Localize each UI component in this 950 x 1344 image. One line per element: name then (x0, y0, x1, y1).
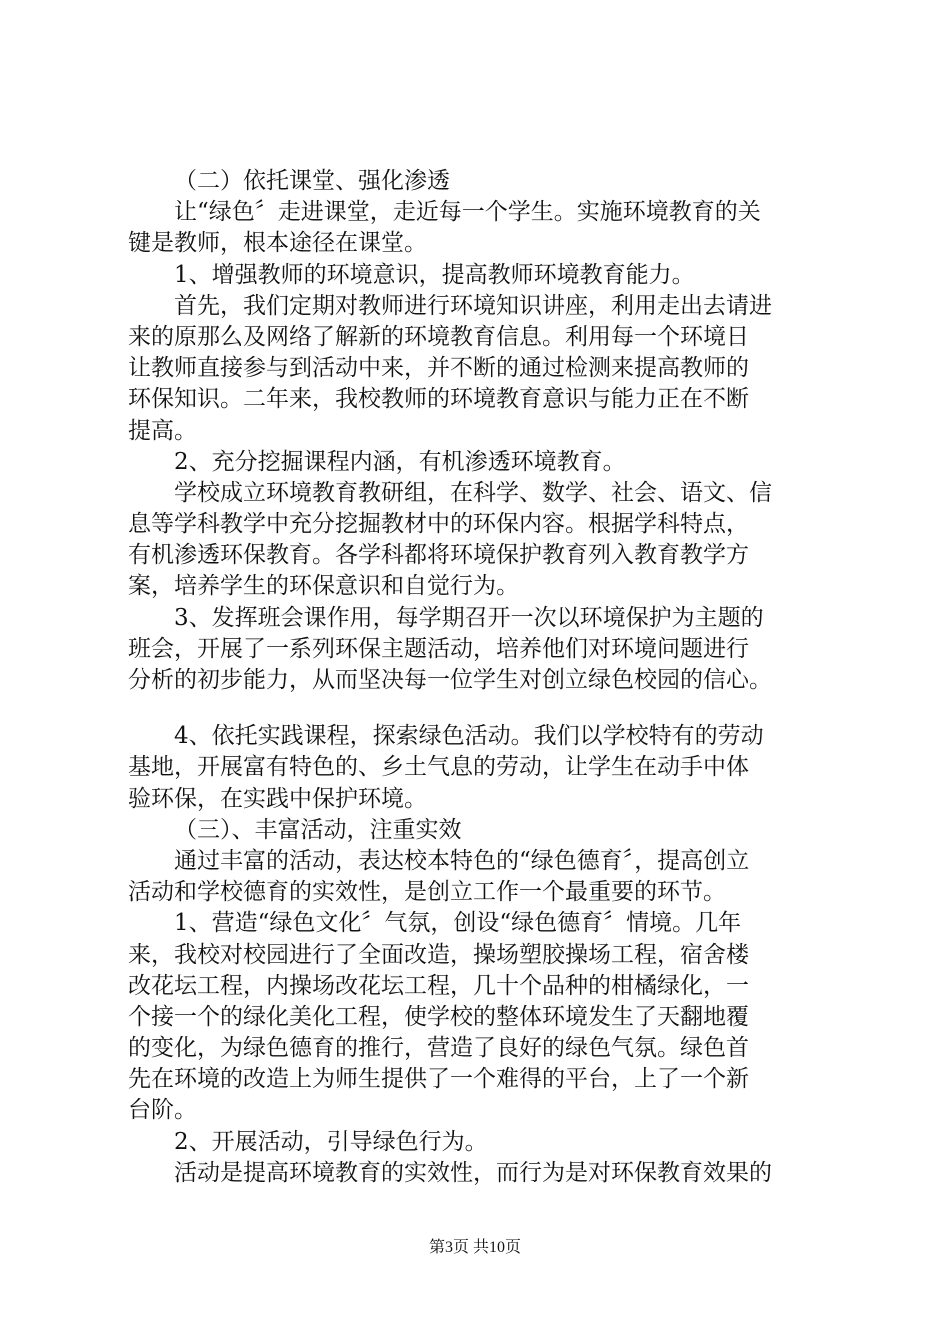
paragraph-line: 环保知识。二年来，我校教师的环境教育意识与能力正在不断 (128, 386, 749, 413)
section-heading-2: （二）依托课堂、强化渗透 (174, 168, 450, 194)
paragraph-line: 来的原那么及网络了解新的环境教育信息。利用每一个环境日 (128, 323, 749, 350)
paragraph-line: 4、依托实践课程，探索绿色活动。我们以学校特有的劳动 (174, 723, 764, 750)
document-body (128, 166, 838, 1189)
paragraph-line: 息等学科教学中充分挖掘教材中的环保内容。根据学科特点， (128, 511, 749, 538)
paragraph-line: 来，我校对校园进行了全面改造，操场塑胶操场工程，宿舍楼 (128, 941, 749, 968)
paragraph-line: 首先，我们定期对教师进行环境知识讲座，利用走出去请进 (174, 292, 772, 319)
subheading-line: 1、增强教师的环境意识，提高教师环境教育能力。 (174, 261, 695, 288)
paragraph-line: 让“绿色〞走进课堂，走近每一个学生。实施环境教育的关 (174, 199, 761, 226)
paragraph-line: 1、营造“绿色文化〞气氛，创设“绿色德育〞情境。几年 (174, 910, 742, 937)
paragraph-line: 活动是提高环境教育的实效性，而行为是对环保教育效果的 (174, 1159, 772, 1186)
paragraph-line: 案，培养学生的环保意识和自觉行为。 (128, 573, 519, 600)
paragraph-line: 的变化，为绿色德育的推行，营造了良好的绿色气氛。绿色首 (128, 1035, 749, 1062)
paragraph-line: 3、发挥班会课作用，每学期召开一次以环境保护为主题的 (174, 604, 764, 631)
paragraph-line: 学校成立环境教育教研组，在科学、数学、社会、语文、信 (174, 479, 772, 506)
paragraph-line: 改花坛工程，内操场改花坛工程，几十个品种的柑橘绿化，一 (128, 972, 749, 999)
paragraph-line: 活动和学校德育的实效性，是创立工作一个最重要的环节。 (128, 879, 726, 906)
paragraph-line: 班会，开展了一系列环保主题活动，培养他们对环境问题进行 (128, 635, 749, 662)
paragraph-line: 先在环境的改造上为师生提供了一个难得的平台，上了一个新 (128, 1066, 749, 1093)
subheading-line: 2、开展活动，引导绿色行为。 (174, 1128, 488, 1155)
page-footer: 第3页 共10页 (428, 1239, 521, 1256)
paragraph-line: 台阶。 (128, 1097, 197, 1124)
paragraph-line: 验环保，在实践中保护环境。 (128, 785, 427, 812)
section-heading-3: （三）、丰富活动，注重实效 (174, 816, 462, 843)
paragraph-line: 通过丰富的活动，表达校本特色的“绿色德育〞，提高创立 (174, 847, 750, 874)
paragraph-gap (128, 696, 838, 721)
subheading-line: 2、充分挖掘课程内涵，有机渗透环境教育。 (174, 448, 626, 475)
paragraph-line: 键是教师，根本途径在课堂。 (128, 230, 427, 257)
paragraph-line: 基地，开展富有特色的、乡土气息的劳动，让学生在动手中体 (128, 754, 749, 781)
paragraph-line: 分析的初步能力，从而坚决每一位学生对创立绿色校园的信心。 (128, 667, 772, 693)
paragraph-line: 提高。 (128, 417, 197, 444)
paragraph-line: 个接一个的绿化美化工程，使学校的整体环境发生了天翻地覆 (128, 1003, 749, 1030)
paragraph-line: 有机渗透环保教育。各学科都将环境保护教育列入教育教学方 (128, 542, 749, 569)
paragraph-line: 让教师直接参与到活动中来，并不断的通过检测来提高教师的 (128, 355, 749, 382)
